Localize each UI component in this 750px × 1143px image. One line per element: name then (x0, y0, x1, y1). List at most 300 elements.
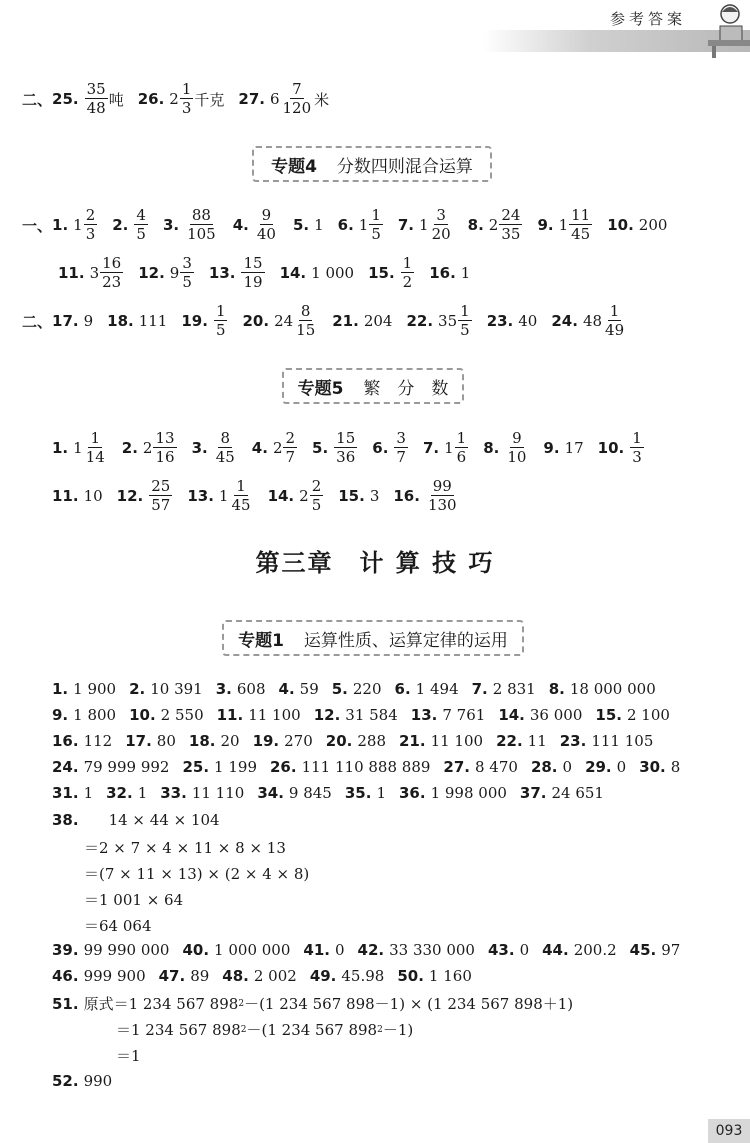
answer-value: 2 831 (492, 680, 536, 698)
answer-value: 80 (156, 732, 176, 750)
question-number: 47. (158, 967, 186, 985)
question-number: 6. (394, 680, 411, 698)
question-number: 9. (543, 439, 560, 457)
answer-value: 1 (137, 784, 148, 802)
answer-value: 24 651 (551, 784, 604, 802)
denominator: 36 (336, 448, 356, 466)
numerator: 1 (90, 429, 100, 447)
header-title: 参考答案 (610, 10, 687, 28)
exponent: 2 (377, 1024, 383, 1035)
numerator: 3 (396, 429, 406, 447)
work-line: ＝1 234 567 898 (116, 1021, 241, 1039)
numerator: 25 (151, 477, 171, 495)
denominator: 5 (311, 496, 322, 514)
question-number: 12. (116, 487, 144, 505)
numerator: 1 (402, 254, 413, 272)
work-line: ＝(7 × 11 × 13) × (2 × 4 × 8) (84, 865, 310, 883)
fraction (505, 431, 528, 465)
question-number: 11. (216, 706, 244, 724)
question-number: 3. (162, 216, 180, 234)
numerator: 9 (512, 429, 522, 447)
numerator: 3 (436, 206, 446, 224)
numerator: 9 (261, 206, 272, 224)
denominator: 5 (460, 321, 470, 339)
answer-row (52, 941, 680, 959)
denominator: 6 (456, 448, 467, 466)
answer-value: 1 998 000 (430, 784, 507, 802)
denominator: 48 (86, 99, 106, 117)
answer-value: 111 110 888 889 (301, 758, 431, 776)
denominator: 105 (187, 225, 216, 243)
question-number: 5. (292, 216, 310, 234)
question-number: 41. (303, 941, 330, 959)
fraction (185, 208, 218, 242)
question-number: 8. (467, 216, 484, 234)
answer-value: 1 (376, 784, 386, 802)
whole-number: 2 (488, 216, 499, 234)
work-line: －(1 234 567 898－1) × (1 234 567 898＋1) (244, 995, 574, 1013)
answer-value: 3 (369, 487, 380, 505)
fraction (85, 82, 108, 116)
question-number: 1. (52, 680, 69, 698)
topic-title: 繁 分 数 (363, 378, 449, 399)
answer-value: 8 (670, 758, 681, 776)
fraction (84, 208, 98, 242)
whole-number: 9 (169, 264, 180, 282)
numerator: 1 (181, 80, 192, 98)
denominator: 19 (243, 273, 263, 291)
question-number: 39. (52, 941, 79, 959)
section-prev-row (22, 82, 329, 116)
numerator: 1 (215, 302, 226, 320)
denominator: 57 (151, 496, 171, 514)
question-number: 7. (397, 216, 415, 234)
answer-value: 1 000 000 (214, 941, 291, 959)
whole-number: 1 (73, 216, 83, 234)
fraction (603, 304, 626, 338)
answer-value: 1 494 (415, 680, 459, 698)
numerator: 2 (311, 477, 322, 495)
whole-number: 1 (73, 439, 83, 457)
answer-value: 8 470 (474, 758, 518, 776)
fraction (430, 208, 453, 242)
denominator: 7 (396, 448, 406, 466)
question-number: 21. (399, 732, 426, 750)
page-number: 093 (708, 1119, 750, 1143)
part-label: 二、 (22, 90, 53, 109)
q52-row (52, 1072, 112, 1090)
answer-value: 33 330 000 (389, 941, 475, 959)
question-number: 7. (422, 439, 440, 457)
denominator: 40 (256, 225, 276, 243)
question-number: 28. (530, 758, 558, 776)
question-number: 18. (188, 732, 216, 750)
numerator: 2 (285, 429, 296, 447)
question-number: 10. (597, 439, 625, 457)
numerator: 3 (182, 254, 192, 272)
question-number: 20. (242, 312, 270, 330)
question-number: 27. (443, 758, 470, 776)
fraction (84, 431, 107, 465)
numerator: 35 (86, 80, 106, 98)
fraction (214, 304, 228, 338)
numerator: 2 (85, 206, 96, 224)
question-number: 6. (337, 216, 354, 234)
work-line: 原式＝1 234 567 898 (83, 995, 239, 1013)
fraction (229, 479, 252, 513)
answer-value: 1 (460, 264, 471, 282)
question-number: 10. (129, 706, 156, 724)
question-number: 13. (187, 487, 214, 505)
answer-value: 0 (334, 941, 345, 959)
answer-value: 10 391 (150, 680, 203, 698)
fraction (180, 256, 194, 290)
whole-number: 6 (269, 90, 280, 108)
topic-title: 分数四则混合运算 (336, 156, 473, 177)
fraction (394, 431, 408, 465)
unit: 千克 (194, 90, 225, 109)
answer-value: 220 (352, 680, 382, 698)
whole-number: 1 (444, 439, 454, 457)
chapter-heading (0, 543, 750, 578)
whole-number: 2 (299, 487, 309, 505)
answer-value: 20 (220, 732, 240, 750)
q51-line-1 (52, 993, 573, 1014)
denominator: 45 (571, 225, 591, 243)
q38-line-2 (84, 837, 286, 858)
answer-value: 200.2 (573, 941, 617, 959)
denominator: 45 (231, 496, 251, 514)
topic-label: 专题5 (297, 378, 344, 399)
question-number: 19. (252, 732, 280, 750)
question-number: 5. (312, 439, 329, 457)
fraction (100, 256, 123, 290)
fraction (369, 208, 383, 242)
fraction (294, 304, 317, 338)
fraction (281, 82, 314, 116)
topic4-row-2 (58, 256, 470, 290)
question-number: 36. (398, 784, 426, 802)
question-number: 9. (52, 706, 69, 724)
denominator: 23 (102, 273, 122, 291)
whole-number: 2 (169, 90, 179, 108)
denominator: 16 (155, 448, 175, 466)
answer-value: 111 (138, 312, 168, 330)
q51-line-3 (116, 1045, 141, 1066)
question-number: 25. (52, 90, 79, 108)
answer-value: 0 (562, 758, 573, 776)
answer-row (52, 967, 472, 985)
answer-row (52, 706, 670, 724)
denominator: 3 (181, 99, 192, 117)
question-number: 46. (52, 967, 79, 985)
question-number: 37. (519, 784, 547, 802)
whole-number: 1 (358, 216, 369, 234)
question-number: 40. (182, 941, 210, 959)
part-label: 一、 (22, 216, 53, 235)
topic-title: 运算性质、运算定律的运用 (303, 630, 508, 651)
answer-row (52, 732, 653, 750)
question-number: 4. (278, 680, 295, 698)
numerator: 1 (371, 206, 381, 224)
denominator: 3 (632, 448, 642, 466)
topic-label: 专题1 (238, 630, 284, 651)
whole-number: 24 (274, 312, 294, 330)
denominator: 5 (136, 225, 146, 243)
question-number: 16. (429, 264, 456, 282)
question-number: 3. (191, 439, 208, 457)
topic4-title-box (252, 146, 492, 182)
question-number: 20. (325, 732, 353, 750)
answer-value: 1 (314, 216, 324, 234)
question-number: 15. (368, 264, 395, 282)
topic5-row-1 (52, 431, 645, 465)
question-number: 35. (344, 784, 372, 802)
chapter-title: 计 算 技 巧 (359, 549, 495, 577)
denominator: 120 (282, 99, 312, 117)
question-number: 44. (542, 941, 569, 959)
answer-value: 999 900 (83, 967, 146, 985)
topic5-row-2 (52, 479, 460, 513)
answer-value: 31 584 (345, 706, 398, 724)
question-number: 33. (160, 784, 187, 802)
whole-number: 2 (142, 439, 153, 457)
topic1-title-box (222, 620, 524, 656)
question-number: 32. (106, 784, 133, 802)
denominator: 130 (427, 496, 457, 514)
numerator: 1 (456, 429, 467, 447)
unit: 吨 (108, 90, 124, 109)
question-number: 10. (607, 216, 634, 234)
answer-value: 36 000 (529, 706, 583, 724)
question-number: 4. (232, 216, 249, 234)
question-number: 2. (129, 680, 146, 698)
question-number: 5. (331, 680, 348, 698)
exponent: 2 (238, 998, 245, 1009)
question-number: 29. (585, 758, 612, 776)
answer-value: 11 100 (430, 732, 484, 750)
answer-value: 112 (83, 732, 113, 750)
question-number: 9. (537, 216, 554, 234)
question-number: 13. (410, 706, 438, 724)
denominator: 2 (402, 273, 413, 291)
fraction (455, 431, 469, 465)
question-number: 14. (267, 487, 295, 505)
question-number: 30. (639, 758, 666, 776)
answer-value: 79 999 992 (83, 758, 170, 776)
denominator: 5 (182, 273, 192, 291)
question-number: 45. (629, 941, 657, 959)
answer-value: 608 (236, 680, 266, 698)
question-number: 2. (112, 216, 129, 234)
fraction (241, 256, 264, 290)
answer-row (52, 680, 656, 698)
answer-value: 17 (564, 439, 584, 457)
question-number: 8. (483, 439, 500, 457)
question-number: 13. (208, 264, 236, 282)
answer-value: 99 990 000 (83, 941, 170, 959)
whole-number: 1 (419, 216, 429, 234)
whole-number: 48 (582, 312, 603, 330)
question-number: 18. (107, 312, 134, 330)
numerator: 1 (632, 429, 642, 447)
denominator: 15 (296, 321, 316, 339)
numerator: 8 (220, 429, 231, 447)
fraction (214, 431, 237, 465)
fraction (458, 304, 472, 338)
cartoon-figure-icon (700, 0, 750, 58)
denominator: 14 (85, 448, 105, 466)
answer-value: 270 (284, 732, 313, 750)
question-number: 49. (309, 967, 337, 985)
fraction (569, 208, 592, 242)
fraction (334, 431, 357, 465)
whole-number: 35 (438, 312, 458, 330)
question-number: 24. (551, 312, 578, 330)
answer-value: 89 (190, 967, 210, 985)
numerator: 15 (336, 429, 356, 447)
q38-line-3 (84, 863, 309, 884)
answer-value: 0 (519, 941, 530, 959)
denominator: 5 (215, 321, 226, 339)
unit: 米 (314, 90, 330, 109)
question-number: 22. (406, 312, 434, 330)
question-number: 8. (548, 680, 565, 698)
fraction (149, 479, 172, 513)
answer-value: 200 (638, 216, 668, 234)
work-line: －1) (382, 1021, 414, 1039)
question-number: 15. (338, 487, 365, 505)
numerator: 88 (191, 206, 211, 224)
numerator: 15 (243, 254, 263, 272)
question-number: 3. (215, 680, 232, 698)
answer-value: 11 100 (248, 706, 301, 724)
part-label: 二、 (22, 312, 53, 331)
answer-value: 288 (357, 732, 386, 750)
question-number: 14. (279, 264, 307, 282)
question-number: 50. (397, 967, 424, 985)
answer-value: 1 160 (428, 967, 472, 985)
whole-number: 1 (218, 487, 229, 505)
question-number: 16. (52, 732, 79, 750)
question-number: 26. (270, 758, 297, 776)
denominator: 20 (431, 225, 451, 243)
topic-label: 专题4 (271, 156, 317, 177)
numerator: 1 (236, 477, 246, 495)
fraction (499, 208, 522, 242)
answer-value: 40 (518, 312, 538, 330)
denominator: 3 (85, 225, 96, 243)
numerator: 13 (155, 429, 175, 447)
question-number: 38. (52, 811, 79, 829)
whole-number: 1 (558, 216, 569, 234)
question-number: 23. (559, 732, 587, 750)
answer-row (52, 758, 680, 776)
question-number: 52. (52, 1072, 79, 1090)
numerator: 11 (571, 206, 591, 224)
question-number: 14. (498, 706, 525, 724)
q51-line-2 (116, 1019, 413, 1040)
answer-value: 59 (299, 680, 319, 698)
answer-value: 45.98 (341, 967, 385, 985)
fraction (255, 208, 278, 242)
answer-value: 204 (363, 312, 393, 330)
work-line: ＝2 × 7 × 4 × 11 × 8 × 13 (84, 839, 286, 857)
question-number: 16. (393, 487, 420, 505)
question-number: 25. (182, 758, 210, 776)
fraction (401, 256, 415, 290)
answer-value: 9 845 (288, 784, 332, 802)
fraction (180, 82, 194, 116)
answer-value: 2 100 (626, 706, 670, 724)
denominator: 5 (371, 225, 381, 243)
question-number: 7. (471, 680, 488, 698)
exponent: 2 (240, 1024, 247, 1035)
answer-value: 10 (83, 487, 103, 505)
work-line: 14 × 44 × 104 (108, 811, 220, 829)
answer-value: 1 199 (214, 758, 257, 776)
question-number: 1. (52, 216, 69, 234)
denominator: 45 (215, 448, 235, 466)
fraction (283, 431, 297, 465)
denominator: 7 (285, 448, 296, 466)
question-number: 26. (137, 90, 165, 108)
answer-value: 11 (527, 732, 547, 750)
answer-value: 1 800 (73, 706, 117, 724)
question-number: 22. (496, 732, 523, 750)
fraction (630, 431, 644, 465)
topic4-row-3 (22, 304, 627, 338)
answer-value: 97 (661, 941, 681, 959)
denominator: 35 (501, 225, 521, 243)
topic4-row-1 (22, 208, 667, 242)
numerator: 4 (136, 206, 146, 224)
answer-row (52, 784, 604, 802)
answer-value: 0 (616, 758, 627, 776)
question-number: 11. (58, 264, 85, 282)
answer-value: 990 (83, 1072, 113, 1090)
answer-value: 18 000 000 (569, 680, 656, 698)
answer-value: 1 (83, 784, 94, 802)
denominator: 10 (507, 448, 527, 466)
fraction (310, 479, 324, 513)
answer-value: 11 110 (191, 784, 245, 802)
question-number: 6. (372, 439, 389, 457)
work-line: ＝1 001 × 64 (84, 891, 184, 909)
question-number: 43. (487, 941, 515, 959)
question-number: 17. (52, 312, 79, 330)
whole-number: 3 (89, 264, 100, 282)
denominator: 49 (605, 321, 625, 339)
question-number: 11. (52, 487, 79, 505)
question-number: 17. (125, 732, 152, 750)
question-number: 31. (52, 784, 79, 802)
chapter-number: 第三章 (255, 549, 334, 577)
question-number: 15. (595, 706, 622, 724)
numerator: 1 (609, 302, 620, 320)
question-number: 27. (238, 90, 265, 108)
q38-line-1 (52, 811, 220, 829)
answer-value: 9 (83, 312, 94, 330)
q38-line-4 (84, 889, 183, 910)
question-number: 21. (332, 312, 359, 330)
question-number: 34. (257, 784, 284, 802)
question-number: 2. (121, 439, 138, 457)
answer-value: 111 105 (591, 732, 654, 750)
question-number: 4. (251, 439, 268, 457)
work-line: ＝1 (116, 1047, 141, 1065)
topic5-title-box (282, 368, 464, 404)
